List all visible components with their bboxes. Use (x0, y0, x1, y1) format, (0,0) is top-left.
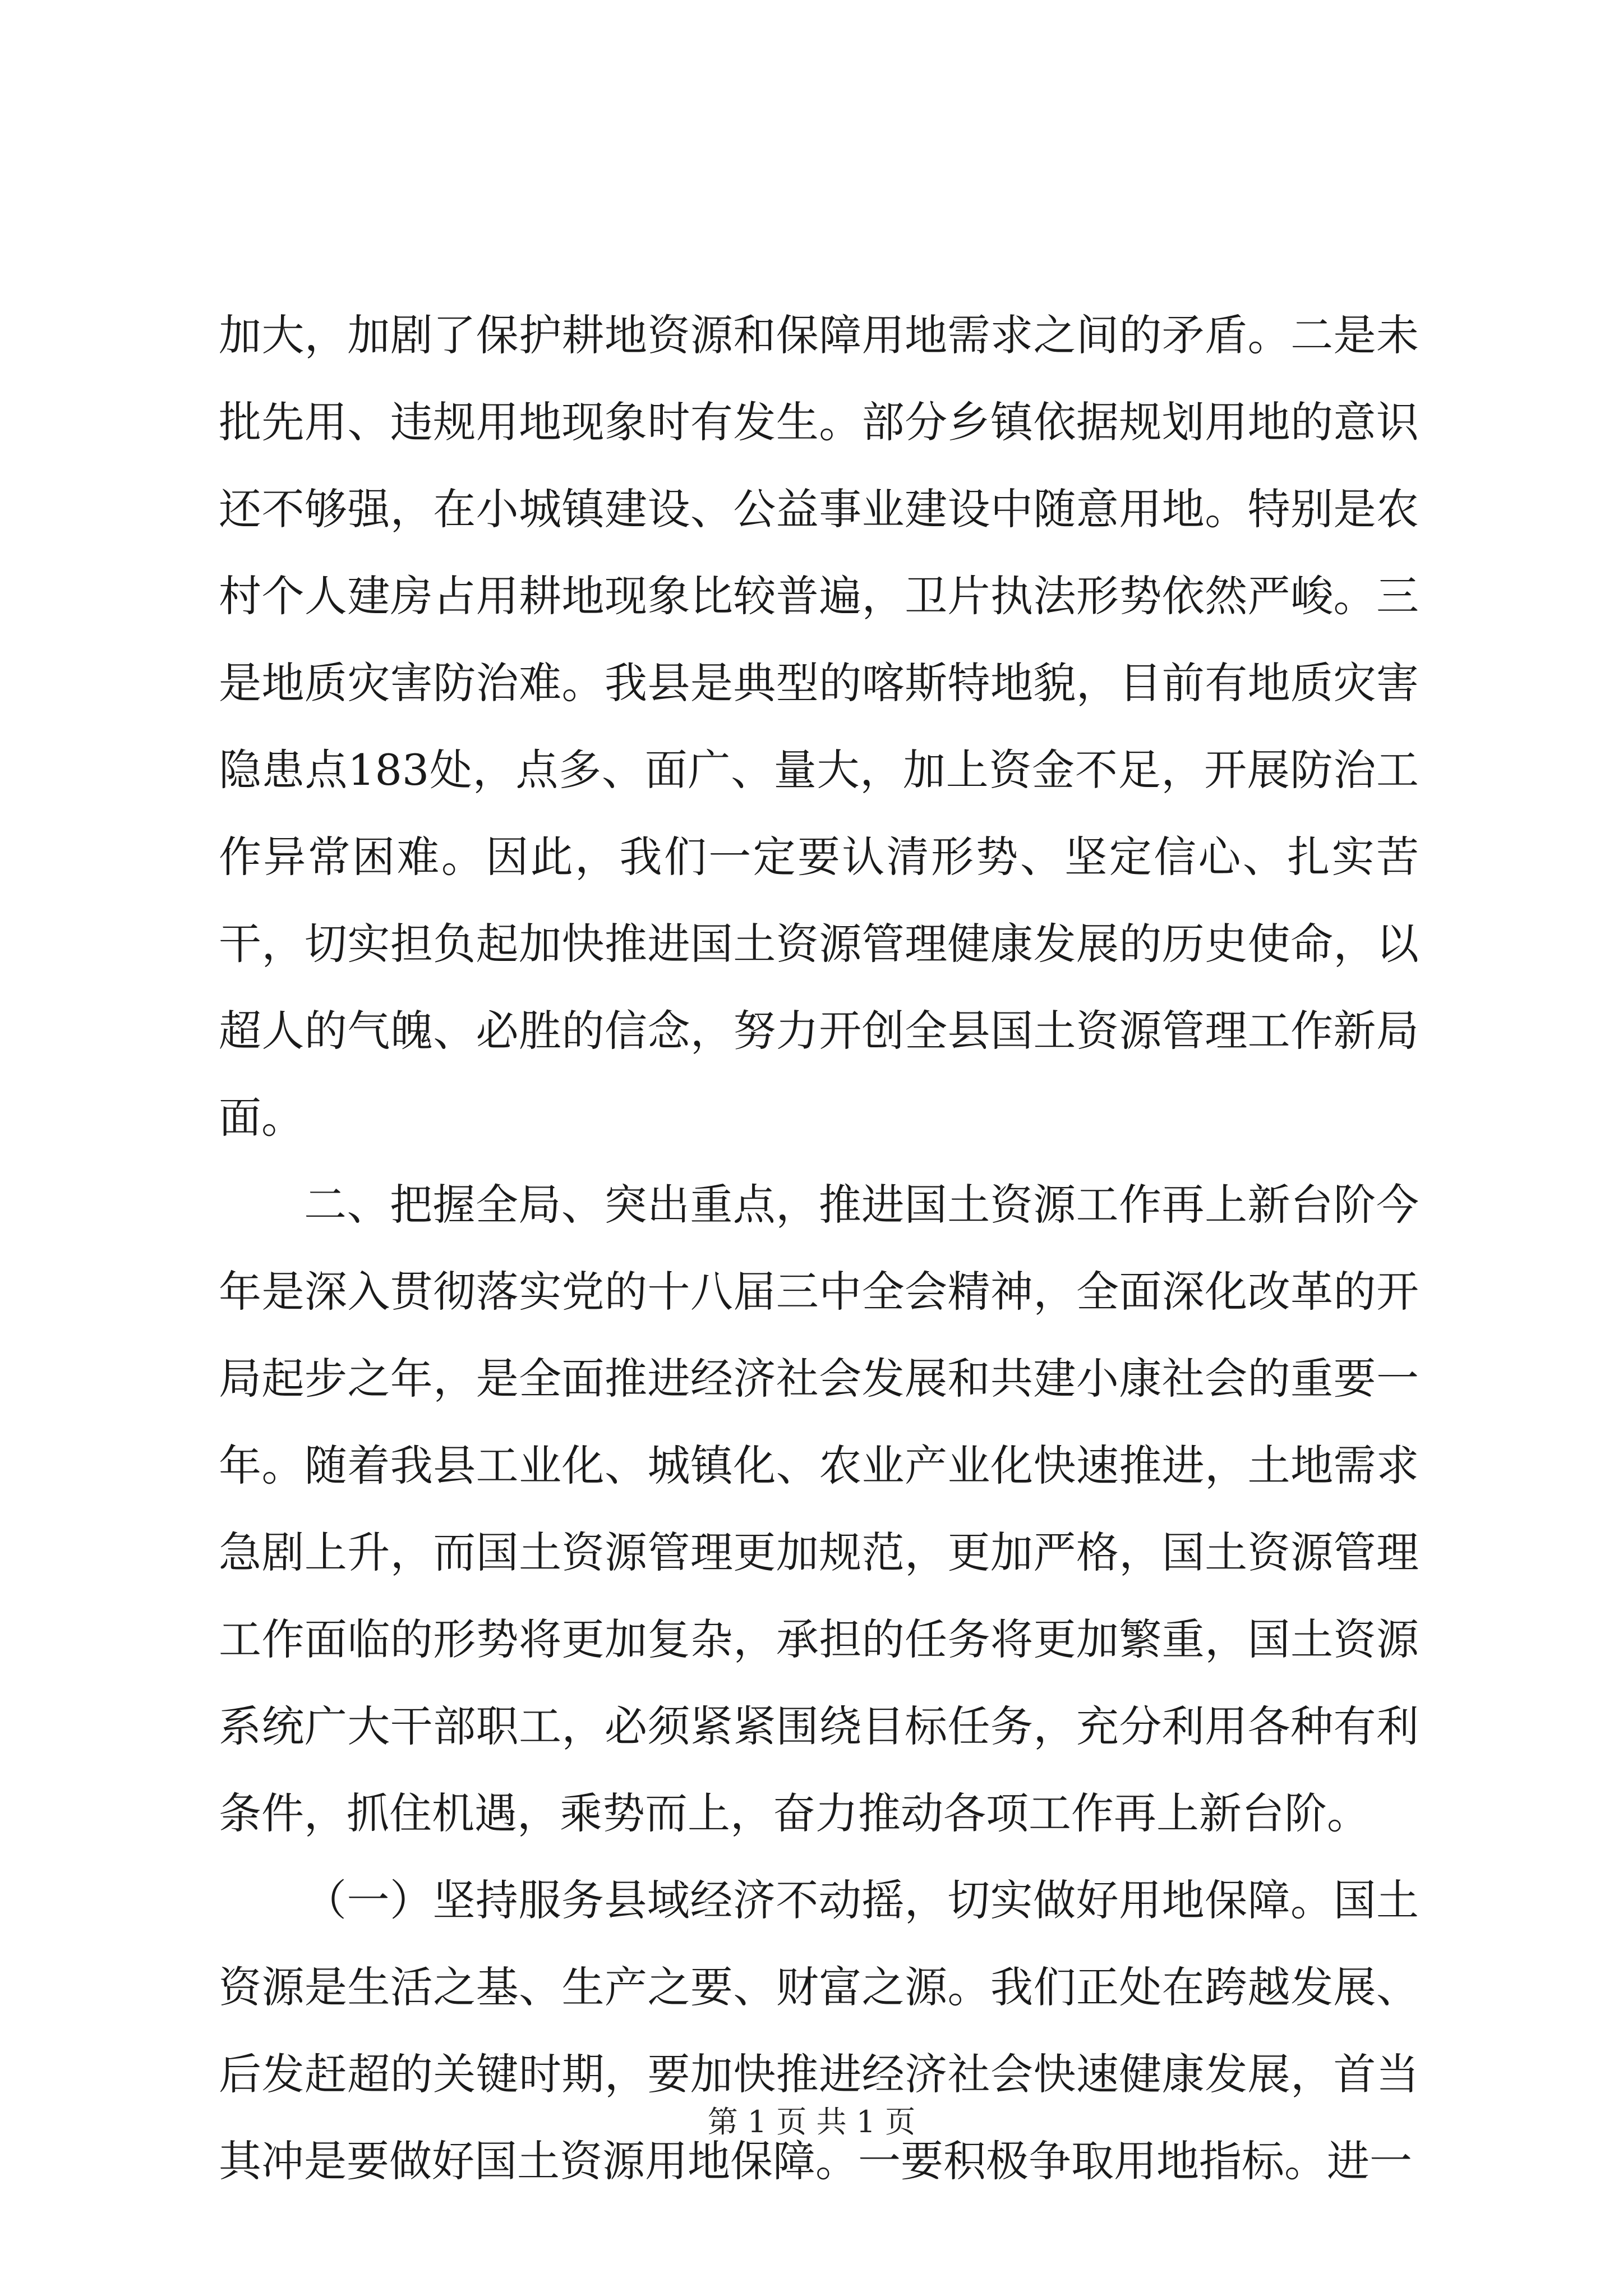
paragraph-2: 二、把握全局、突出重点，推进国土资源工作再上新台阶今年是深入贯彻落实党的十八届三中全会精神，全面深化改革的开局起步之年，是全面推进经济社会发展和共建小康社会的重要一年。随着我县工业化、城镇化、农业产业化快速推进，土地需求急剧上升，而国土资源管理更加规范，更加严格，国土资源管理工作面临的形势将更加复杂，承担的任务将更加繁重，国土资源系统广大干部职工，必须紧紧围绕目标任务，充分利用各种有利条件，抓住机遇，乘势而上，奋力推动各项工作再上新台阶。 (219, 1180, 1419, 1838)
page-footer: 第 1 页 共 1 页 (707, 2104, 916, 2139)
paragraph-1: 加大，加剧了保护耕地资源和保障用地需求之间的矛盾。二是未批先用、违规用地现象时有发生。部分乡镇依据规划用地的意识还不够强，在小城镇建设、公益事业建设中随意用地。特别是农村个人建房占用耕地现象比较普遍，卫片执法形势依然严峻。三是地质灾害防治难。我县是典型的喀斯特地貌，目前有地质灾害隐患点183处，点多、面广、量大，加上资金不足，开展防治工作异常困难。因此，我们一定要认清形势、坚定信心、扎实苦干，切实担负起加快推进国土资源管理健康发展的历史使命，以超人的气魄、必胜的信念，努力开创全县国土资源管理工作新局面。 (219, 310, 1419, 1143)
document-body (219, 292, 1419, 2205)
paragraph-3: （一）坚持服务县域经济不动摇，切实做好用地保障。国土资源是生活之基、生产之要、财富之源。我们正处在跨越发展、后发赶超的关键时期，要加快推进经济社会快速健康发展，首当其冲是要做好国土资源用地保障。一要积极争取用地指标。进一 (219, 1875, 1419, 2186)
